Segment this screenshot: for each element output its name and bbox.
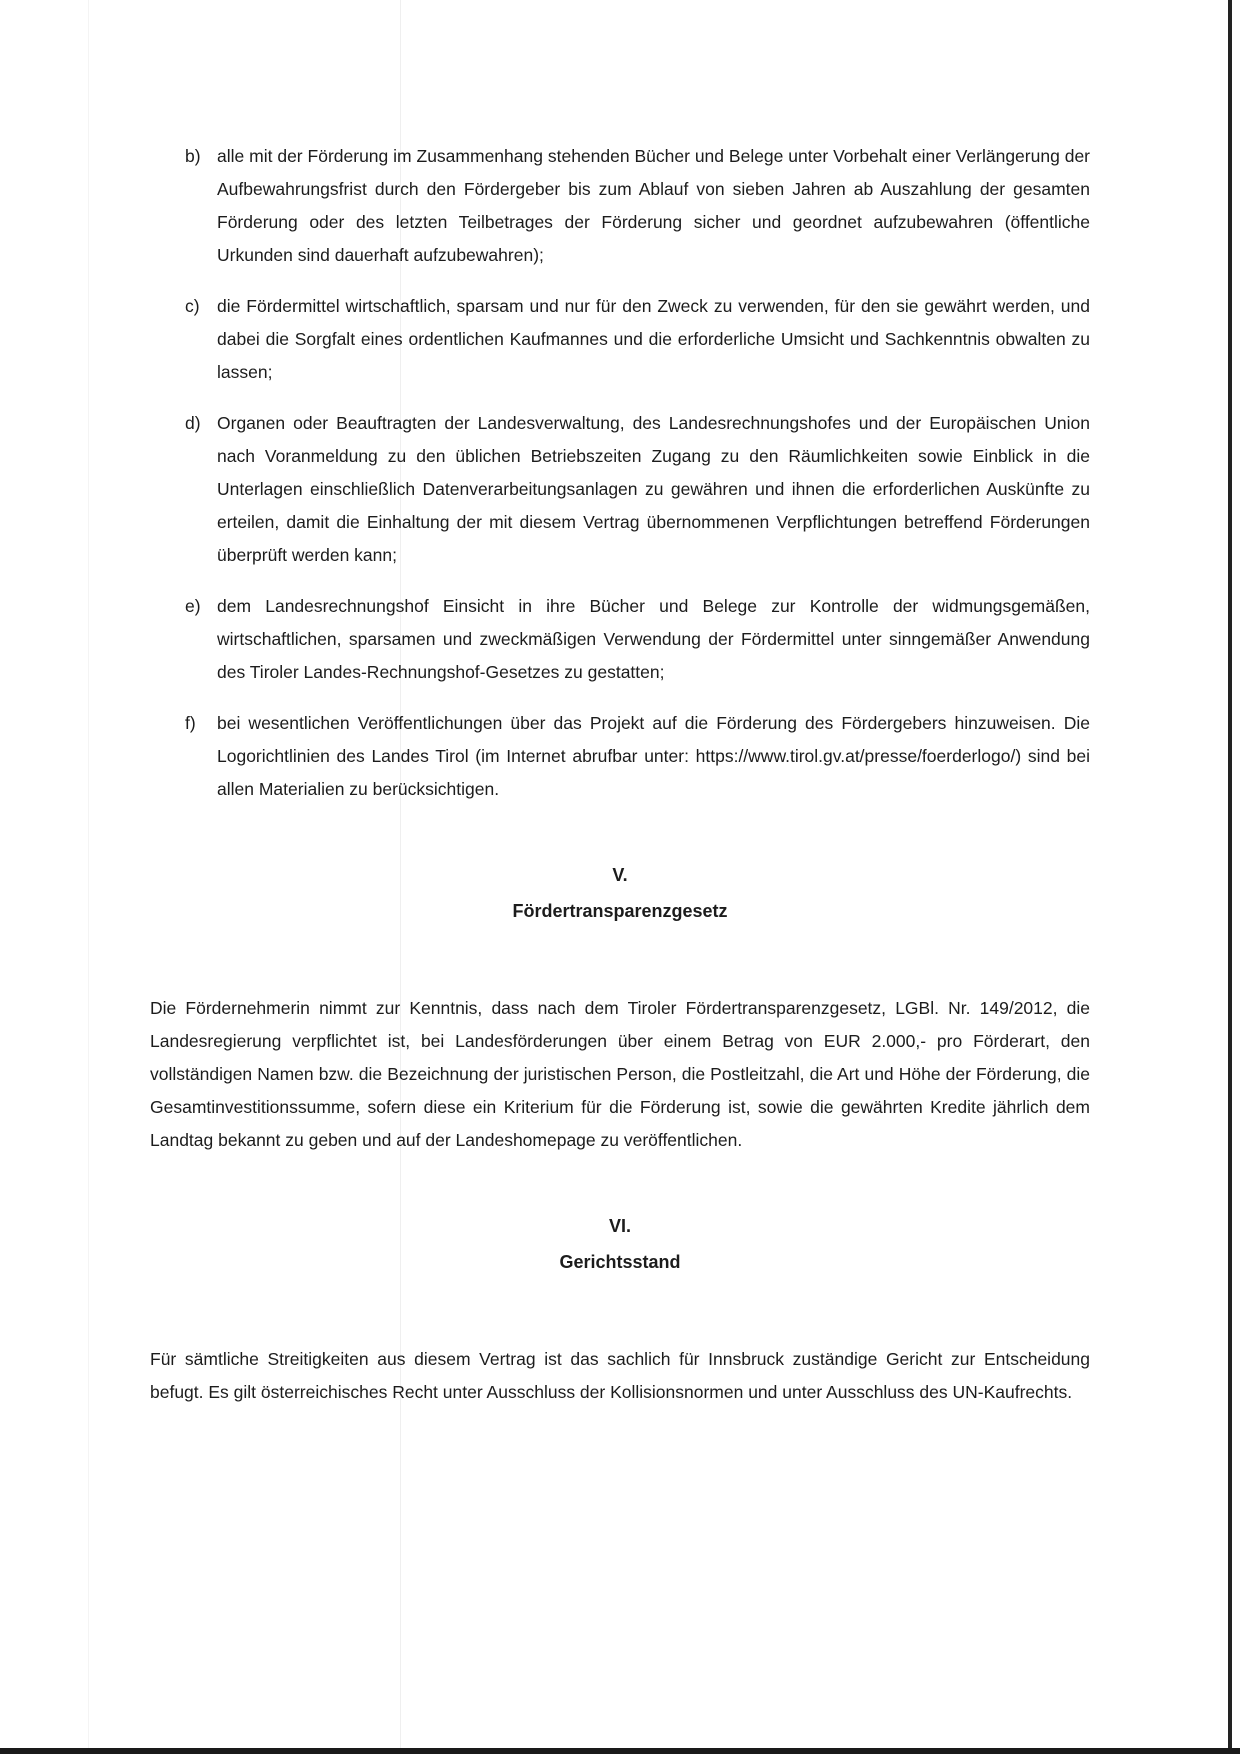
list-item-text: bei wesentlichen Veröffentlichungen über das Projekt auf die Förderung des Fördergebers hinzuweisen. Die Logorichtlinien des Landes Tirol (im Internet abrufbar unter: https://www.tirol.gv.at/presse/foerderlogo/) sind bei allen Materialien zu berücksichtigen. (217, 713, 1090, 799)
list-item (150, 407, 1090, 572)
obligations-list (150, 140, 1090, 806)
document-body (150, 140, 1090, 1409)
list-item (150, 590, 1090, 689)
list-marker: f) (185, 713, 196, 733)
list-item-text: dem Landesrechnungshof Einsicht in ihre Bücher und Belege zur Kontrolle der widmungsgemäßen, wirtschaftlichen, sparsamen und zweckmäßigen Verwendung der Fördermittel unter sinngemäßer Anwendung des Tiroler Landes-Rechnungshof-Gesetzes zu gestatten; (217, 596, 1090, 682)
section-v-number: V. (612, 865, 628, 885)
list-item (150, 140, 1090, 272)
scan-edge (0, 1748, 1240, 1754)
list-item (150, 707, 1090, 806)
section-vi-number: VI. (608, 1216, 631, 1236)
list-item-text: Organen oder Beauftragten der Landesverwaltung, des Landesrechnungshofes und der Europäischen Union nach Voranmeldung zu den üblichen Betriebszeiten Zugang zu den Räumlichkeiten sowie Einblick in die Unterlagen einschließlich Datenverarbeitungsanlagen zu gewähren und ihnen die erforderlichen Auskünfte zu erteilen, damit die Einhaltung der mit diesem Vertrag übernommenen Verpflichtungen betreffend Förderungen überprüft werden kann; (217, 413, 1090, 565)
section-v-title: Fördertransparenzgesetz (512, 901, 728, 921)
list-item (150, 290, 1090, 389)
list-item-text: alle mit der Förderung im Zusammenhang stehenden Bücher und Belege unter Vorbehalt einer Verlängerung der Aufbewahrungsfrist durch den Fördergeber bis zum Ablauf von sieben Jahren ab Auszahlung der gesamten Förderung oder des letzten Teilbetrages der Förderung sicher und geordnet aufzubewahren (öffentliche Urkunden sind dauerhaft aufzubewahren); (217, 146, 1090, 265)
list-marker: b) (185, 146, 201, 166)
section-v-paragraph: Die Fördernehmerin nimmt zur Kenntnis, dass nach dem Tiroler Fördertransparenzgesetz, LGBl. Nr. 149/2012, die Landesregierung verpflichtet ist, bei Landesförderungen über einem Betrag von EUR 2.000,- pro Förderart, den vollständigen Namen bzw. die Bezeichnung der juristischen Person, die Postleitzahl, die Art und Höhe der Förderung, die Gesamtinvestitionssumme, sofern diese ein Kriterium für die Förderung ist, sowie die gewährten Kredite jährlich dem Landtag bekannt zu geben und auf der Landeshomepage zu veröffentlichen. (150, 998, 1090, 1150)
list-marker: d) (185, 413, 201, 433)
scan-fold-line (88, 0, 89, 1754)
section-vi-title: Gerichtsstand (559, 1252, 681, 1272)
list-marker: c) (185, 296, 200, 316)
section-vi-paragraph: Für sämtliche Streitigkeiten aus diesem Vertrag ist das sachlich für Innsbruck zuständige Gericht zur Entscheidung befugt. Es gilt österreichisches Recht unter Ausschluss der Kollisionsnormen und unter Ausschluss des UN-Kaufrechts. (150, 1349, 1090, 1402)
list-item-text: die Fördermittel wirtschaftlich, sparsam und nur für den Zweck zu verwenden, für den sie gewährt werden, und dabei die Sorgfalt eines ordentlichen Kaufmannes und die erforderliche Umsicht und Sachkenntnis obwalten zu lassen; (217, 296, 1090, 382)
list-marker: e) (185, 596, 201, 616)
